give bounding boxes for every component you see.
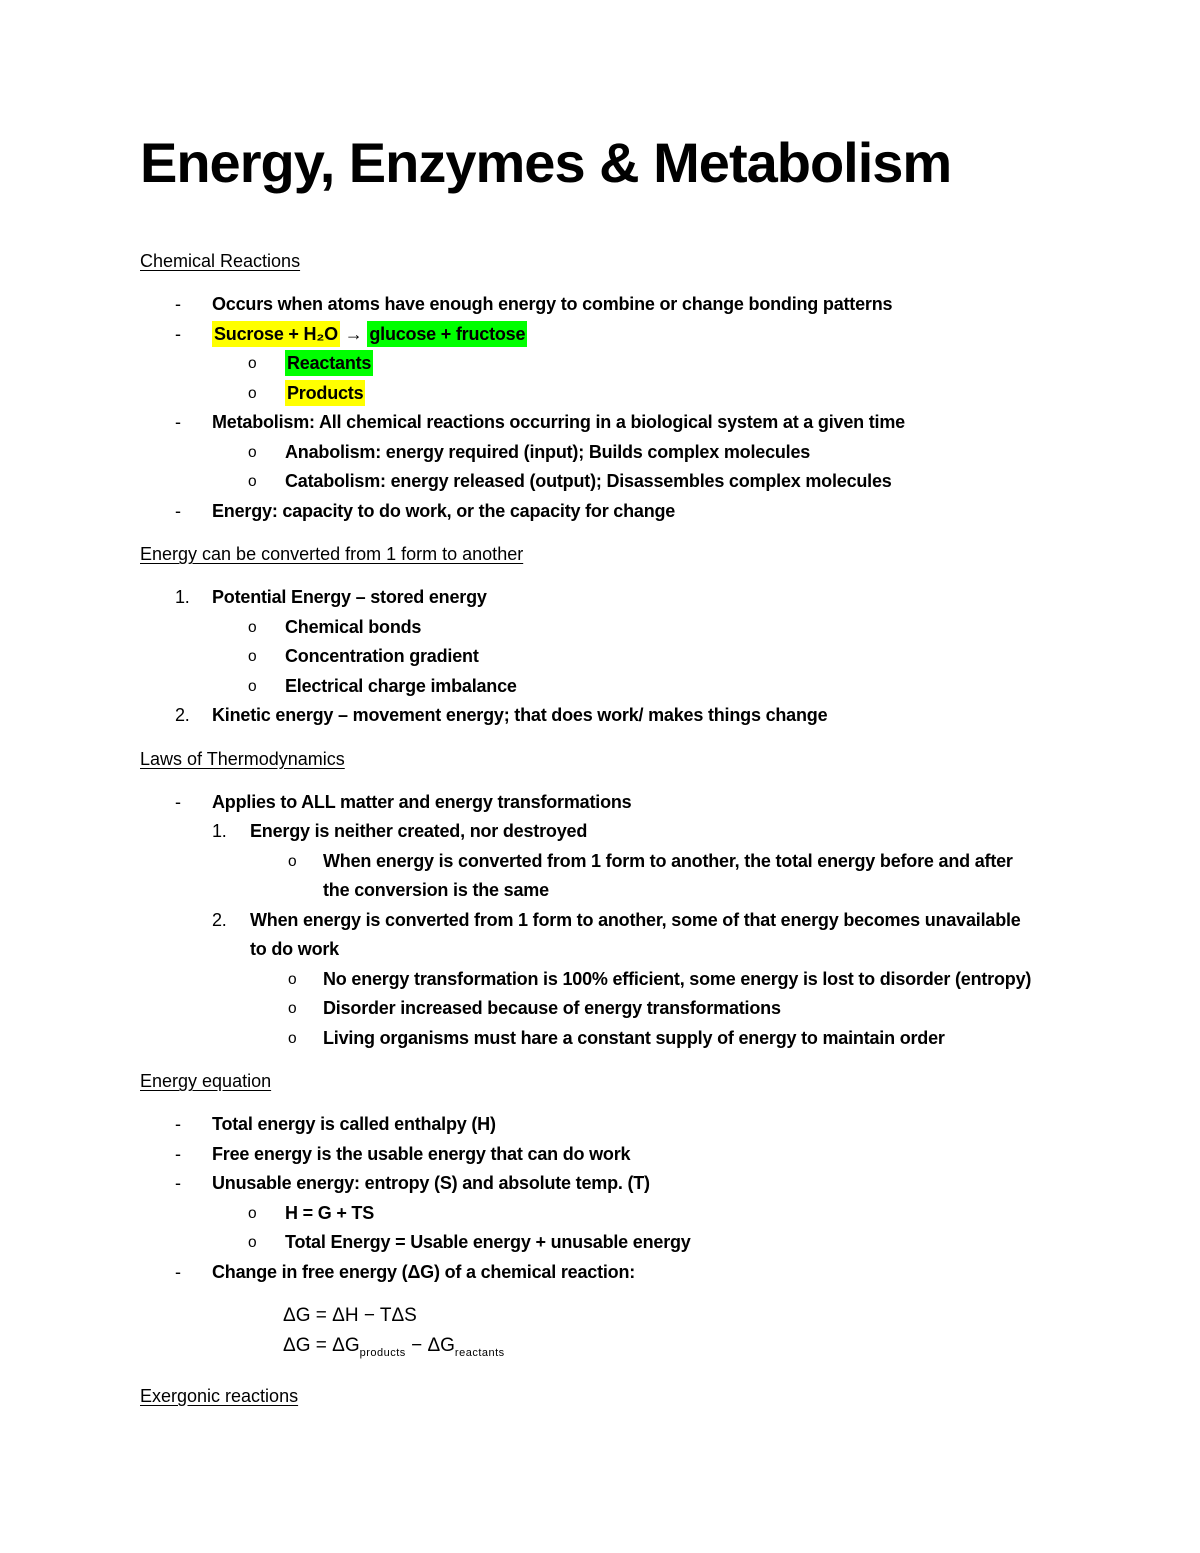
highlight-green-text: Reactants: [285, 350, 373, 376]
list-item: [140, 1258, 1110, 1288]
list-item: [140, 438, 1110, 468]
dash-marker: -: [175, 412, 181, 432]
section-heading: Energy equation: [140, 1071, 272, 1091]
dash-marker: -: [175, 294, 181, 314]
list-item: [140, 290, 1110, 320]
list-item: [140, 788, 1110, 818]
item-text-line1: When energy is converted from 1 form to another, the total energy before and after: [323, 850, 1013, 871]
item-text: Total Energy = Usable energy + unusable energy: [285, 1232, 691, 1252]
list-item: [140, 965, 1110, 995]
item-text: Applies to ALL matter and energy transformations: [212, 791, 632, 812]
item-text: [285, 379, 365, 409]
circle-marker: o: [248, 355, 257, 372]
item-text-continuation: to do work: [250, 939, 339, 959]
section-heading: Chemical Reactions: [140, 251, 301, 271]
number-marker: 1.: [212, 821, 227, 841]
item-text: Potential Energy – stored energy: [212, 587, 487, 607]
list-item: [140, 672, 1110, 702]
list-item: [140, 379, 1110, 409]
section-heading: Exergonic reactions: [140, 1385, 299, 1406]
item-text-continuation: the conversion is the same: [323, 880, 549, 900]
section-laws-of-thermodynamics: [140, 744, 1110, 1054]
list-item: [140, 817, 1110, 847]
list-item: [140, 1140, 1110, 1170]
reaction-arrow: →: [339, 323, 368, 344]
item-text: Living organisms must hare a constant supply of energy to maintain order: [323, 1027, 945, 1048]
dash-marker: -: [175, 791, 181, 812]
list-item: [140, 497, 1110, 527]
item-text-line1: When energy is converted from 1 form to another, some of that energy becomes unavailable: [250, 909, 1021, 930]
formula-base: − ΔG: [405, 1334, 455, 1356]
item-text: No energy transformation is 100% efficient, some energy is lost to disorder (entropy): [323, 968, 1032, 989]
dash-marker: -: [175, 1173, 181, 1193]
dash-marker: -: [175, 1114, 181, 1134]
item-text: Energy: capacity to do work, or the capacity for change: [212, 500, 676, 521]
circle-marker: o: [248, 677, 257, 695]
formula-delta-g-products-reactants: [140, 1331, 1110, 1368]
list-item: [140, 613, 1110, 643]
item-text: Free energy is the usable energy that can do work: [212, 1143, 631, 1164]
highlight-yellow-text: Sucrose + H₂O: [212, 321, 340, 347]
circle-marker: o: [248, 1234, 257, 1251]
item-text: Total energy is called enthalpy (H): [212, 1114, 496, 1134]
circle-marker: o: [288, 852, 297, 870]
list-item: [140, 847, 1110, 906]
list-item: [140, 349, 1110, 379]
circle-marker: o: [248, 443, 257, 461]
item-text: Occurs when atoms have enough energy to combine or change bonding patterns: [212, 294, 893, 314]
section-energy-equation: [140, 1066, 1110, 1368]
circle-marker: o: [288, 970, 297, 988]
list-item: [140, 994, 1110, 1024]
item-text: [285, 349, 373, 379]
dash-marker: -: [175, 1143, 181, 1164]
section-exergonic-reactions: [140, 1381, 1110, 1411]
section-heading: Laws of Thermodynamics: [140, 748, 345, 769]
number-marker: 1.: [175, 587, 190, 607]
formula-delta-g-enthalpy: ΔG = ΔH − TΔS: [283, 1305, 417, 1326]
list-item: [140, 467, 1110, 497]
highlight-green-text: glucose + fructose: [367, 321, 527, 347]
formula-subscript: reactants: [454, 1346, 505, 1359]
circle-marker: o: [288, 1029, 297, 1047]
section-chemical-reactions: [140, 246, 1110, 526]
list-item: [140, 1169, 1110, 1199]
doc-title: Energy, Enzymes & Metabolism: [140, 131, 952, 194]
circle-marker: o: [248, 648, 257, 665]
item-text: Catabolism: energy released (output); Disassembles complex molecules: [285, 471, 892, 491]
section-heading: Energy can be converted from 1 form to another: [140, 544, 524, 564]
list-item: [140, 642, 1110, 672]
item-text: Kinetic energy – movement energy; that does work/ makes things change: [212, 705, 828, 725]
item-text: Energy is neither created, nor destroyed: [250, 821, 588, 841]
list-item: [140, 1024, 1110, 1054]
formula-base: ΔG = ΔG: [283, 1334, 360, 1356]
circle-marker: o: [288, 1000, 297, 1017]
list-item: [140, 906, 1110, 965]
circle-marker: o: [248, 473, 257, 490]
dash-marker: -: [175, 1261, 181, 1282]
item-text: Change in free energy (ΔG) of a chemical reaction:: [212, 1261, 636, 1282]
item-text: Anabolism: energy required (input); Builds complex molecules: [285, 441, 811, 462]
dash-marker: -: [175, 323, 181, 344]
dash-marker: -: [175, 500, 181, 521]
item-text: Chemical bonds: [285, 616, 422, 637]
item-text: H = G + TS: [285, 1202, 375, 1223]
list-item: [140, 1228, 1110, 1258]
section-energy-conversion: [140, 539, 1110, 731]
highlight-yellow-text: Products: [285, 380, 365, 406]
item-text: Metabolism: All chemical reactions occurring in a biological system at a given time: [212, 412, 905, 432]
item-text: Disorder increased because of energy transformations: [323, 998, 781, 1018]
item-text: [250, 906, 1021, 965]
formula-block: [140, 1301, 1110, 1368]
circle-marker: o: [248, 384, 257, 402]
item-text: Concentration gradient: [285, 646, 479, 666]
list-item: [140, 1110, 1110, 1140]
formula-subscript: products: [359, 1346, 406, 1359]
item-text: [212, 320, 527, 350]
number-marker: 2.: [175, 705, 190, 725]
circle-marker: o: [248, 1204, 257, 1222]
list-item: [140, 408, 1110, 438]
item-text: Unusable energy: entropy (S) and absolute temp. (T): [212, 1173, 650, 1193]
list-item: [140, 701, 1110, 731]
list-item: [140, 583, 1110, 613]
item-text: Electrical charge imbalance: [285, 675, 517, 696]
list-item: [140, 1199, 1110, 1229]
item-text: [323, 847, 1013, 906]
circle-marker: o: [248, 618, 257, 636]
list-item: [140, 320, 1110, 350]
number-marker: 2.: [212, 909, 227, 930]
